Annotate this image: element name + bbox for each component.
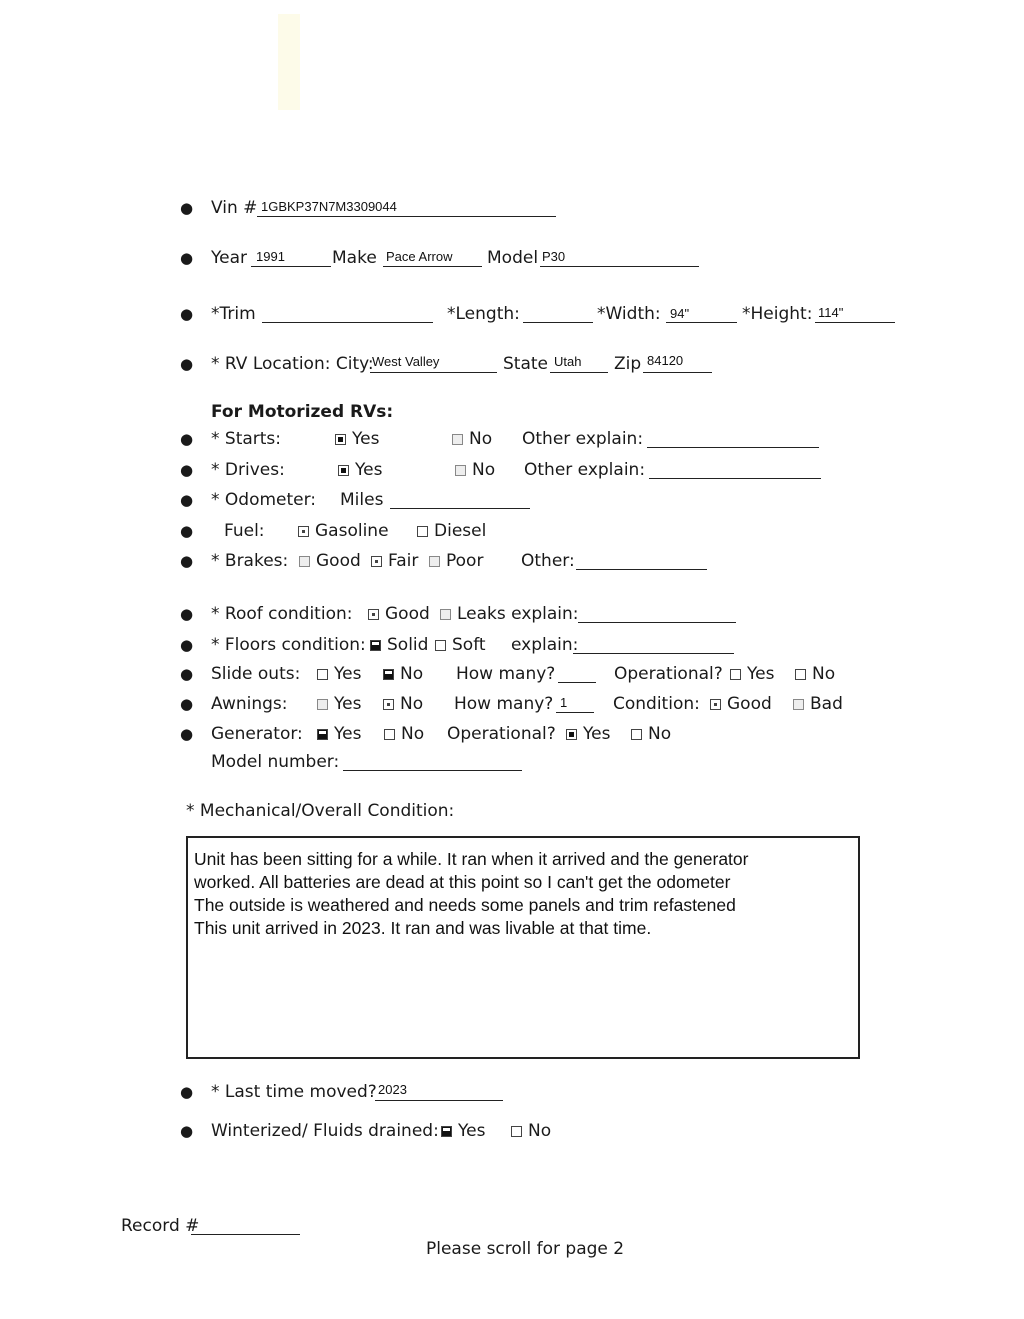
length-field-line[interactable] xyxy=(523,322,593,323)
last-moved-field-line[interactable] xyxy=(375,1100,503,1101)
checkbox-checked-icon[interactable] xyxy=(371,556,382,567)
checkbox-icon[interactable] xyxy=(795,669,806,680)
generator-no-label: No xyxy=(401,724,425,744)
bullet-icon: ● xyxy=(180,355,194,373)
slideouts-op-no-option[interactable] xyxy=(795,664,835,684)
awnings-good-label: Good xyxy=(727,694,772,714)
height-field-line[interactable] xyxy=(815,322,895,323)
model-label: Model xyxy=(487,248,539,268)
bullet-icon: ● xyxy=(180,522,194,540)
year-label: Year xyxy=(211,248,247,268)
city-field-line[interactable] xyxy=(370,372,497,373)
fuel-diesel-label: Diesel xyxy=(434,521,487,541)
fuel-gasoline-option[interactable] xyxy=(298,521,389,541)
vin-field-line[interactable] xyxy=(257,216,556,217)
checkbox-checked-icon[interactable] xyxy=(368,609,379,620)
width-field-line[interactable] xyxy=(666,322,737,323)
generator-operational-label: Operational? xyxy=(447,724,556,744)
motorized-heading: For Motorized RVs: xyxy=(211,402,394,422)
slideouts-yes-option[interactable] xyxy=(317,664,361,684)
checkbox-icon[interactable] xyxy=(299,556,310,567)
floors-explain-label: explain: xyxy=(511,635,579,655)
generator-op-no-option[interactable] xyxy=(631,724,671,744)
bullet-icon: ● xyxy=(180,461,194,479)
floors-solid-label: Solid xyxy=(387,635,429,655)
bullet-icon: ● xyxy=(180,249,194,267)
generator-op-yes-label: Yes xyxy=(583,724,611,744)
winterized-yes-option[interactable] xyxy=(441,1121,485,1141)
height-label: *Height: xyxy=(742,304,813,324)
roof-leaks-option[interactable] xyxy=(440,604,579,624)
starts-yes-label: Yes xyxy=(352,429,380,449)
model-number-field-line[interactable] xyxy=(343,770,522,771)
slideouts-howmany-label: How many? xyxy=(456,664,556,684)
zip-field-line[interactable] xyxy=(643,372,712,373)
awnings-yes-label: Yes xyxy=(334,694,362,714)
checkbox-icon[interactable] xyxy=(730,669,741,680)
slideouts-operational-label: Operational? xyxy=(614,664,723,684)
odometer-label: * Odometer: xyxy=(211,490,317,510)
bullet-icon: ● xyxy=(180,695,194,713)
model-value: P30 xyxy=(542,249,566,264)
checkbox-icon[interactable] xyxy=(384,729,395,740)
checkbox-icon[interactable] xyxy=(317,669,328,680)
roof-good-option[interactable] xyxy=(368,604,430,624)
checkbox-checked-icon[interactable] xyxy=(383,699,394,710)
floors-explain-field-line[interactable] xyxy=(573,653,734,654)
brakes-other-label: Other: xyxy=(521,551,575,571)
drives-yes-label: Yes xyxy=(355,460,383,480)
awnings-howmany-label: How many? xyxy=(454,694,554,714)
awnings-no-label: No xyxy=(400,694,424,714)
bullet-icon: ● xyxy=(180,605,194,623)
last-moved-label: * Last time moved? xyxy=(211,1082,377,1102)
location-label: * RV Location: City: xyxy=(211,354,374,374)
year-field-line[interactable] xyxy=(251,266,331,267)
brakes-label: * Brakes: xyxy=(211,551,289,571)
checkbox-icon[interactable] xyxy=(511,1126,522,1137)
slideouts-op-yes-option[interactable] xyxy=(730,664,774,684)
bullet-icon: ● xyxy=(180,552,194,570)
state-value: Utah xyxy=(554,354,582,369)
vin-value: 1GBKP37N7M3309044 xyxy=(261,199,397,214)
brakes-poor-option[interactable] xyxy=(429,551,483,571)
roof-label: * Roof condition: xyxy=(211,604,353,624)
generator-label: Generator: xyxy=(211,724,303,744)
generator-op-yes-option[interactable] xyxy=(566,724,610,744)
drives-other-field-line[interactable] xyxy=(649,478,821,479)
make-label: Make xyxy=(332,248,377,268)
drives-label: * Drives: xyxy=(211,460,285,480)
fuel-gasoline-label: Gasoline xyxy=(315,521,389,541)
model-number-label: Model number: xyxy=(211,752,340,772)
starts-other-field-line[interactable] xyxy=(647,447,819,448)
generator-op-no-label: No xyxy=(648,724,672,744)
winterized-no-option[interactable] xyxy=(511,1121,551,1141)
floors-label: * Floors condition: xyxy=(211,635,366,655)
checkbox-checked-icon[interactable] xyxy=(710,699,721,710)
starts-yes-option[interactable] xyxy=(335,429,379,449)
checkbox-checked-icon[interactable] xyxy=(338,465,349,476)
drives-yes-option[interactable] xyxy=(338,460,382,480)
mechanical-condition-text: Unit has been sitting for a while. It ran when it arrived and the generator worked. All batteries are dead at this point so I can't get the odometer The outside is weathered and needs some panels and trim refastened This unit arrived in 2023. It ran and was livable at that time. xyxy=(194,849,749,938)
bullet-icon: ● xyxy=(180,430,194,448)
city-value: West Valley xyxy=(372,354,440,369)
floors-solid-option[interactable] xyxy=(370,635,428,655)
checkbox-icon[interactable] xyxy=(440,609,451,620)
checkbox-checked-icon[interactable] xyxy=(566,729,577,740)
awnings-no-option[interactable] xyxy=(383,694,423,714)
generator-yes-option[interactable] xyxy=(317,724,361,744)
faint-mark xyxy=(278,14,300,110)
floors-soft-label: Soft xyxy=(452,635,486,655)
floors-soft-option[interactable] xyxy=(435,635,486,655)
record-label: Record # xyxy=(121,1216,200,1236)
drives-no-label: No xyxy=(472,460,496,480)
drives-other-label: Other explain: xyxy=(524,460,646,480)
zip-value: 84120 xyxy=(647,353,684,368)
slideouts-no-label: No xyxy=(400,664,424,684)
roof-explain-field-line[interactable] xyxy=(578,622,736,623)
slideouts-no-option[interactable] xyxy=(383,664,423,684)
checkbox-icon[interactable] xyxy=(435,640,446,651)
brakes-fair-label: Fair xyxy=(388,551,419,571)
slideouts-howmany-field-line[interactable] xyxy=(558,682,596,683)
starts-label: * Starts: xyxy=(211,429,282,449)
height-value: 114" xyxy=(818,305,844,320)
trim-label: *Trim xyxy=(211,304,256,324)
bullet-icon: ● xyxy=(180,636,194,654)
awnings-count-value: 1 xyxy=(560,695,568,710)
winterized-label: Winterized/ Fluids drained: xyxy=(211,1121,439,1141)
generator-yes-label: Yes xyxy=(334,724,362,744)
generator-no-option[interactable] xyxy=(384,724,424,744)
checkbox-checked-icon[interactable] xyxy=(298,526,309,537)
slideouts-label: Slide outs: xyxy=(211,664,301,684)
miles-label: Miles xyxy=(340,490,384,510)
awnings-yes-option[interactable] xyxy=(317,694,361,714)
brakes-good-label: Good xyxy=(316,551,361,571)
checkbox-checked-icon[interactable] xyxy=(370,640,381,651)
roof-good-label: Good xyxy=(385,604,430,624)
last-moved-value: 2023 xyxy=(378,1082,407,1097)
awnings-label: Awnings: xyxy=(211,694,288,714)
mechanical-label: * Mechanical/Overall Condition: xyxy=(186,801,455,821)
awnings-bad-label: Bad xyxy=(810,694,843,714)
checkbox-icon[interactable] xyxy=(317,699,328,710)
trim-field-line[interactable] xyxy=(262,322,433,323)
record-field-line[interactable] xyxy=(191,1234,300,1235)
brakes-fair-option[interactable] xyxy=(371,551,418,571)
awnings-bad-option[interactable] xyxy=(793,694,843,714)
starts-no-option[interactable] xyxy=(452,429,492,449)
zip-label: Zip xyxy=(614,354,642,374)
bullet-icon: ● xyxy=(180,305,194,323)
checkbox-checked-icon[interactable] xyxy=(335,434,346,445)
checkbox-icon[interactable] xyxy=(429,556,440,567)
checkbox-checked-icon[interactable] xyxy=(441,1126,452,1137)
bullet-icon: ● xyxy=(180,725,194,743)
state-label: State xyxy=(503,354,548,374)
width-label: *Width: xyxy=(597,304,661,324)
state-field-line[interactable] xyxy=(550,372,608,373)
model-field-line[interactable] xyxy=(540,266,699,267)
vin-label: Vin # xyxy=(211,198,258,218)
starts-other-label: Other explain: xyxy=(522,429,644,449)
checkbox-checked-icon[interactable] xyxy=(317,729,328,740)
starts-no-label: No xyxy=(469,429,493,449)
make-value: Pace Arrow xyxy=(386,249,453,264)
bullet-icon: ● xyxy=(180,1122,194,1140)
footer-note: Please scroll for page 2 xyxy=(426,1239,625,1259)
brakes-good-option[interactable] xyxy=(299,551,361,571)
awnings-condition-label: Condition: xyxy=(613,694,700,714)
width-value: 94" xyxy=(670,306,690,321)
checkbox-icon[interactable] xyxy=(793,699,804,710)
checkbox-checked-icon[interactable] xyxy=(383,669,394,680)
bullet-icon: ● xyxy=(180,491,194,509)
fuel-diesel-option[interactable] xyxy=(417,521,486,541)
winterized-no-label: No xyxy=(528,1121,552,1141)
mechanical-condition-textarea[interactable] xyxy=(186,836,860,1059)
checkbox-icon[interactable] xyxy=(455,465,466,476)
awnings-good-option[interactable] xyxy=(710,694,772,714)
fuel-label: Fuel: xyxy=(224,521,265,541)
length-label: *Length: xyxy=(447,304,520,324)
slideouts-op-no-label: No xyxy=(812,664,836,684)
roof-leaks-label: Leaks explain: xyxy=(457,604,579,624)
brakes-poor-label: Poor xyxy=(446,551,484,571)
make-field-line[interactable] xyxy=(383,266,482,267)
bullet-icon: ● xyxy=(180,199,194,217)
checkbox-icon[interactable] xyxy=(452,434,463,445)
awnings-howmany-field-line[interactable] xyxy=(556,712,594,713)
checkbox-icon[interactable] xyxy=(631,729,642,740)
winterized-yes-label: Yes xyxy=(458,1121,486,1141)
brakes-other-field-line[interactable] xyxy=(576,569,707,570)
slideouts-yes-label: Yes xyxy=(334,664,362,684)
slideouts-op-yes-label: Yes xyxy=(747,664,775,684)
odometer-field-line[interactable] xyxy=(390,508,530,509)
drives-no-option[interactable] xyxy=(455,460,495,480)
checkbox-icon[interactable] xyxy=(417,526,428,537)
year-value: 1991 xyxy=(256,249,285,264)
bullet-icon: ● xyxy=(180,1083,194,1101)
bullet-icon: ● xyxy=(180,665,194,683)
